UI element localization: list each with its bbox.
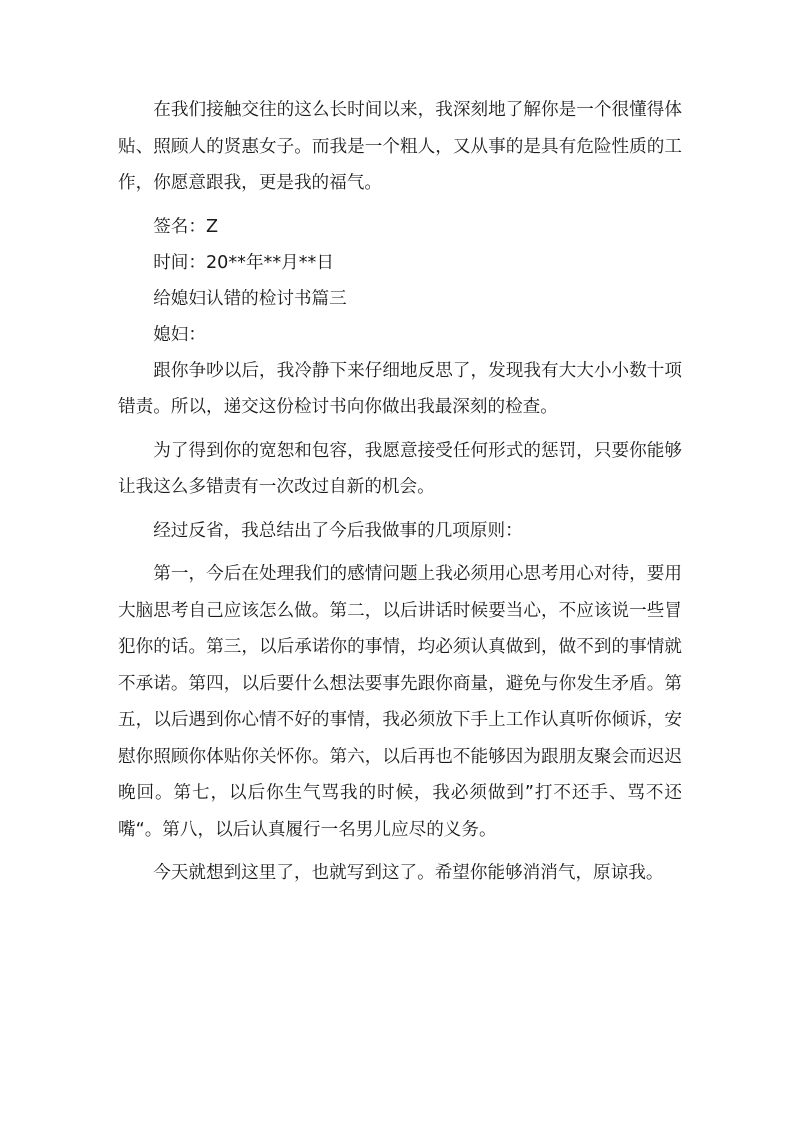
document-body bbox=[118, 92, 682, 899]
paragraph-closing: 今天就想到这里了，也就写到这了。希望你能够消消气，原谅我。 bbox=[153, 863, 664, 883]
paragraph-intro: 在我们接触交往的这么长时间以来，我深刻地了解你是一个很懂得体贴、照顾人的贤惠女子。而我是一个粗人，又从事的是具有危险性质的工作，你愿意跟我，更是我的福气。 bbox=[118, 100, 682, 193]
salutation: 媳妇： bbox=[153, 324, 206, 345]
paragraph-principles-intro: 经过反省，我总结出了今后我做事的几项原则： bbox=[153, 520, 523, 541]
section-title: 给媳妇认错的检讨书篇三 bbox=[153, 288, 347, 309]
paragraph-principles-list: 第一，今后在处理我们的感情问题上我必须用心思考用心对待，要用大脑思考自己应该怎么做。第二，以后讲话时候要当心，不应该说一些冒犯你的话。第三，以后承诺你的事情，均必须认真做到，做不到的事情就不承诺。第四，以后要什么想法要事先跟你商量，避免与你发生矛盾。第五，以后遇到你心情不好的事情，我必须放下手上工作认真听你倾诉，安慰你照顾你体贴你关怀你。第六，以后再也不能够因为跟朋友聚会而迟迟晚回。第七，以后你生气骂我的时候，我必须做到”打不还手、骂不还嘴“。第八，以后认真履行一名男儿应尽的义务。 bbox=[118, 564, 682, 840]
signature-line: 签名：Z bbox=[153, 216, 219, 237]
paragraph-forgiveness: 为了得到你的宽恕和包容，我愿意接受任何形式的惩罚，只要你能够让我这么多错责有一次改过自新的机会。 bbox=[118, 440, 682, 497]
paragraph-reflection: 跟你争吵以后，我冷静下来仔细地反思了，发现我有大大小小数十项错责。所以，递交这份检讨书向你做出我最深刻的检查。 bbox=[118, 360, 682, 417]
date-line: 时间：20**年**月**日 bbox=[153, 252, 334, 273]
